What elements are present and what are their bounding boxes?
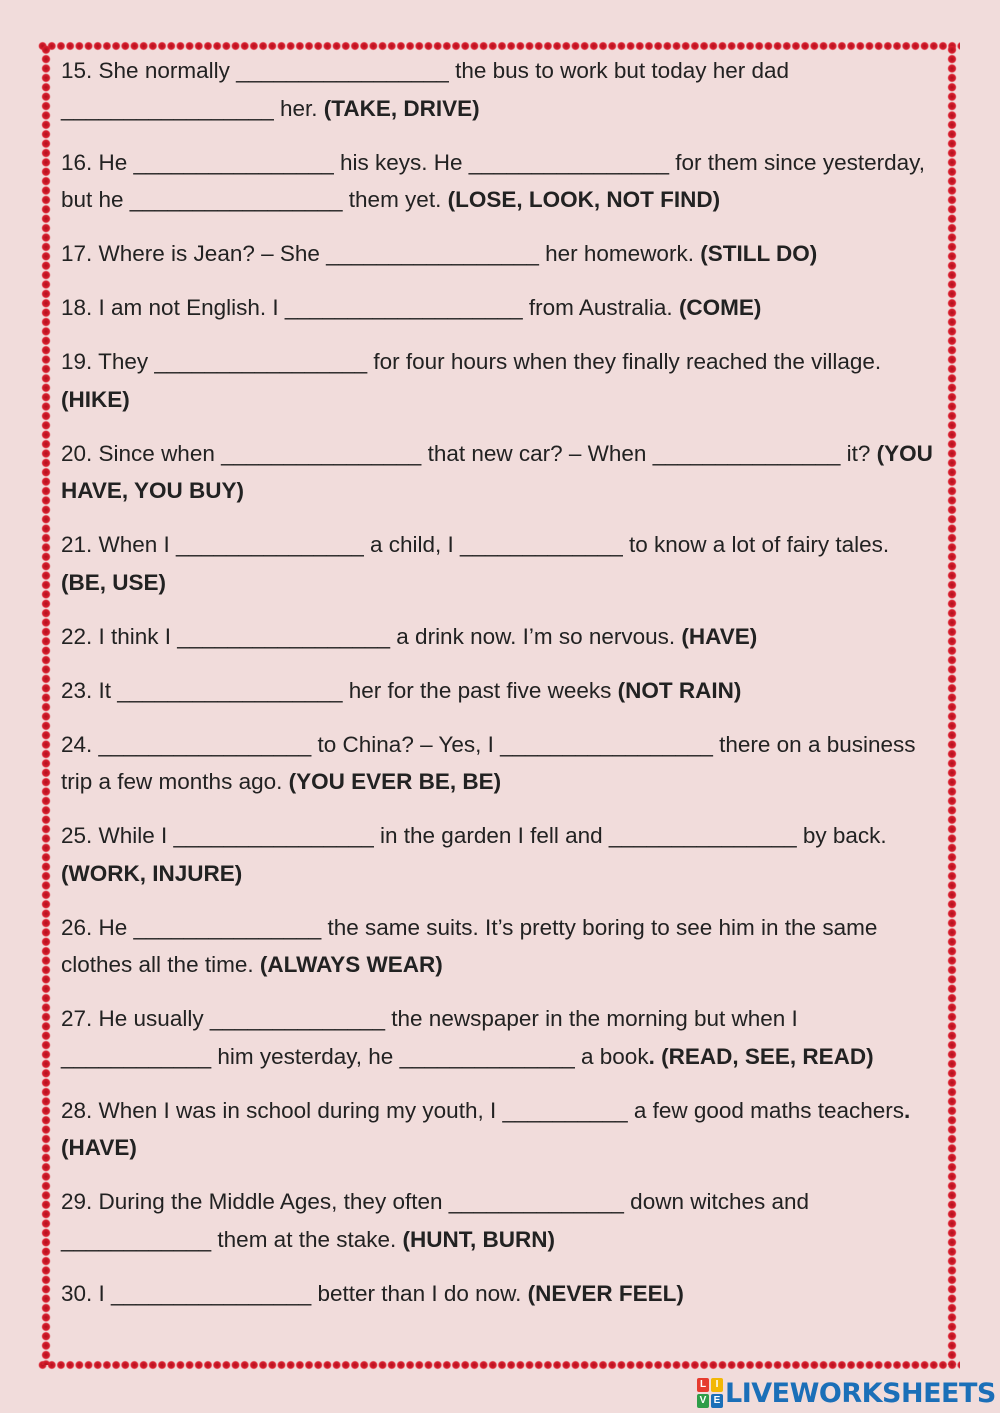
question-21	[61, 526, 939, 601]
question-text: 21. When I _______________ a child, I _____________ to know a lot of fairy tales.	[61, 532, 890, 557]
worksheet-questions	[61, 52, 939, 1329]
border-right	[945, 45, 959, 1365]
question-text: 26. He _______________ the same suits. It’s pretty boring to see him in the same clothes all the time.	[61, 914, 878, 977]
question-hint: (NOT RAIN)	[617, 677, 742, 703]
question-text: 22. I think I _________________ a drink now. I’m so nervous.	[61, 623, 682, 649]
liveworksheets-logo[interactable]	[697, 1376, 996, 1410]
question-hint: . (READ, SEE, READ)	[648, 1043, 874, 1069]
question-17	[61, 235, 939, 273]
question-text: 15. She normally _________________ the bus to work but today her dad _________________ her.	[61, 58, 790, 121]
question-29	[61, 1183, 939, 1258]
question-22	[61, 618, 939, 656]
question-hint: (LOSE, LOOK, NOT FIND)	[447, 187, 721, 212]
question-23	[61, 672, 939, 710]
question-hint: (BE, USE)	[61, 569, 167, 595]
logo-mark-i: I	[711, 1378, 723, 1392]
question-hint: (HUNT, BURN)	[402, 1226, 555, 1252]
question-text: 17. Where is Jean? – She _________________ her homework.	[61, 241, 701, 266]
question-26	[61, 909, 939, 984]
question-text: 27. He usually ______________ the newspaper in the morning but when I ____________ him yesterday, he ______________ a book	[61, 1006, 798, 1069]
question-18	[61, 289, 939, 327]
question-text: 25. While I ________________ in the garden I fell and _______________ by back.	[61, 823, 887, 848]
question-text: 18. I am not English. I ___________________ from Australia.	[61, 295, 679, 320]
question-hint: (ALWAYS WEAR)	[259, 952, 443, 977]
question-hint: (COME)	[678, 295, 762, 320]
question-hint: (HIKE)	[61, 386, 130, 412]
question-20	[61, 435, 939, 510]
logo-mark-v: V	[697, 1394, 709, 1408]
question-15	[61, 52, 939, 127]
logo-text: LIVEWORKSHEETS	[725, 1377, 996, 1409]
liveworksheets-logo-icon	[697, 1378, 723, 1408]
question-text: 16. He ________________ his keys. He ________________ for them since yesterday, but he _________________ them yet.	[61, 149, 925, 212]
question-text: 24. _________________ to China? – Yes, I _________________ there on a business trip a few months ago.	[61, 731, 916, 794]
question-hint: (TAKE, DRIVE)	[323, 95, 480, 121]
question-16	[61, 144, 939, 219]
question-text: 19. They _________________ for four hours when they finally reached the village.	[61, 349, 882, 374]
question-text: 29. During the Middle Ages, they often ______________ down witches and ____________ them at the stake.	[61, 1189, 810, 1252]
question-text: 20. Since when ________________ that new car? – When _______________ it?	[61, 440, 877, 466]
border-left	[39, 45, 53, 1365]
logo-mark-e: E	[711, 1394, 723, 1408]
border-bottom	[38, 1358, 960, 1372]
question-text: 30. I ________________ better than I do now.	[61, 1280, 528, 1306]
question-hint: (NEVER FEEL)	[527, 1280, 684, 1306]
question-hint: . (HAVE)	[61, 1097, 911, 1160]
question-text: 23. It __________________ her for the past five weeks	[61, 677, 618, 703]
question-30	[61, 1275, 939, 1313]
border-top	[38, 39, 960, 53]
question-hint: (HAVE)	[681, 623, 758, 649]
logo-mark-l: L	[697, 1378, 709, 1392]
question-hint: (YOU EVER BE, BE)	[288, 769, 502, 794]
question-hint: (STILL DO)	[700, 241, 818, 266]
question-19	[61, 343, 939, 418]
question-hint: (WORK, INJURE)	[61, 860, 243, 886]
question-24	[61, 726, 939, 801]
question-28	[61, 1092, 939, 1167]
question-hint: (YOU HAVE, YOU BUY)	[61, 440, 933, 503]
question-25	[61, 817, 939, 892]
question-text: 28. When I was in school during my youth, I __________ a few good maths teachers	[61, 1097, 905, 1123]
question-27	[61, 1000, 939, 1075]
